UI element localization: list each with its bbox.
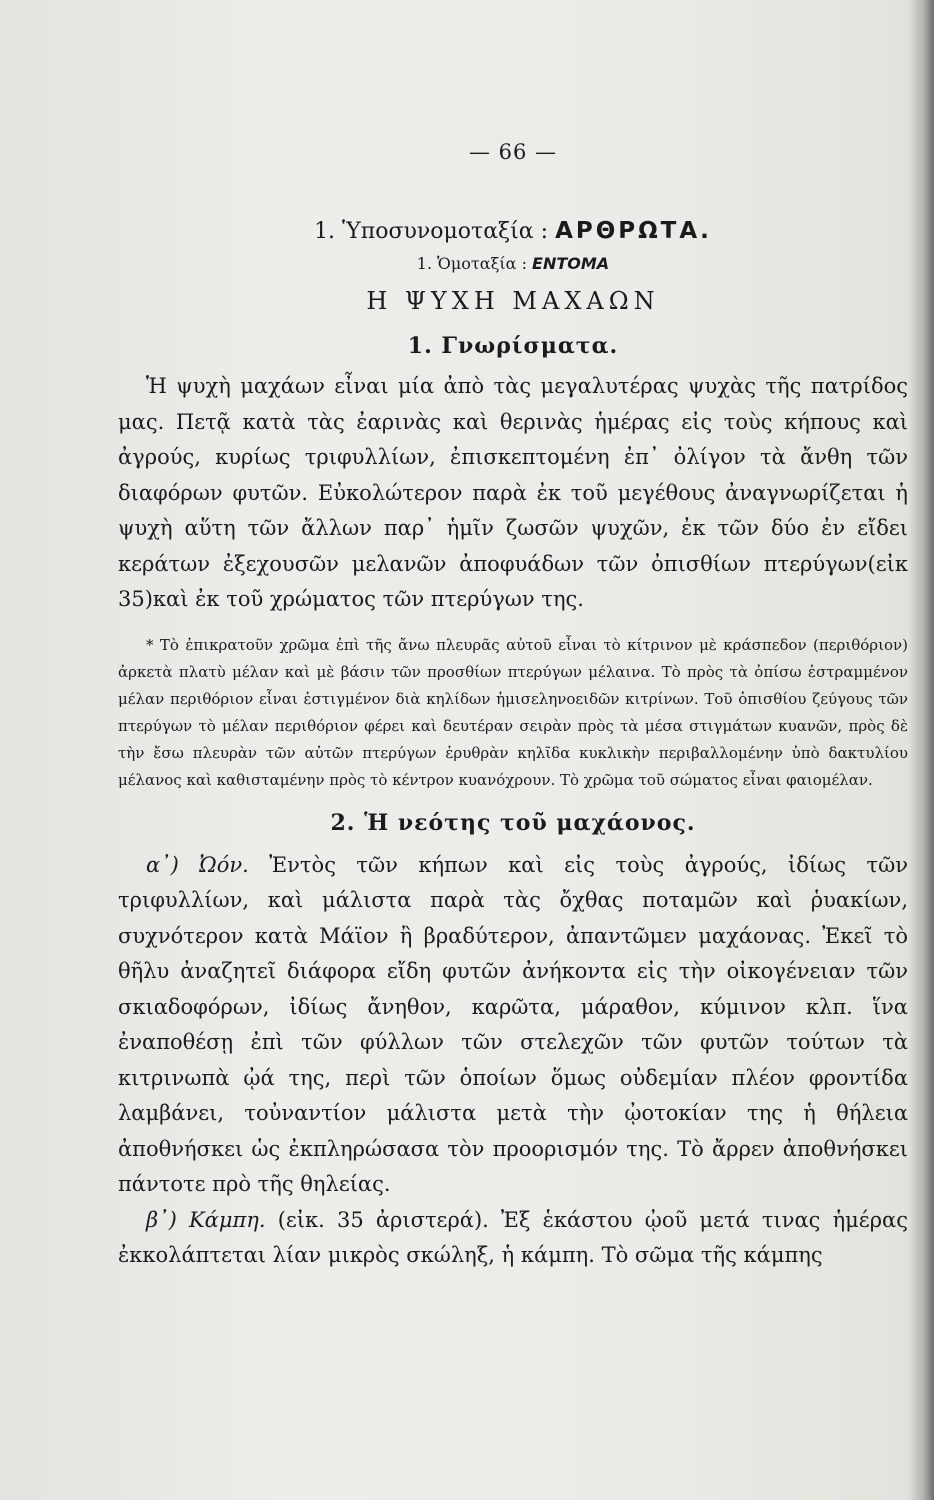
- paragraph-caterpillar: [118, 1203, 908, 1274]
- section-heading-youth: 2. Ἡ νεότης τοῦ μαχάονος.: [330, 809, 696, 836]
- order-prefix: 1. Ὑποσυνομοταξία :: [314, 219, 549, 244]
- caterpillar-label: β᾽) Κάμπη.: [146, 1207, 266, 1232]
- footnote: * Τὸ ἐπικρατοῦν χρῶμα ἐπὶ τῆς ἄνω πλευρᾶς αὐτοῦ εἶναι τὸ κίτρινον μὲ κράσπεδον (περιθόριον) ἀρκετὰ πλατὺ μέλαν καὶ μὲ βάσιν τῶν προσθίων πτερύγων μέλαινα. Τὸ πρὸς τὰ ὀπίσω ἐστραμμένον μέλαν περιθόριον εἶναι ἐστιγμένον διὰ κηλίδων ἡμισεληνοειδῶν κιτρίνων. Τοῦ ὀπισθίου ζεύγους τῶν πτερύγων τὸ μέλαν περιθόριον φέρει καὶ δευτέραν σειρὰν πρὸς τὰ μέσα στιγμάτων κυανῶν, πρὸς δὲ τὴν ἔσω πλευρὰν τῶν αὐτῶν πτερύγων ἐρυθρὰν κηλῖδα κυκλικὴν περιβαλλομένην ὑπὸ δακτυλίου μέλανος καὶ καθισταμένην πρὸς τὸ κέντρον κυανόχρουν. Τὸ χρῶμα τοῦ σώματος εἶναι φαιομέλαν.: [118, 635, 908, 789]
- family-prefix: 1. Ὁμοταξία :: [416, 254, 527, 273]
- section-heading-features: 1. Γνωρίσματα.: [407, 333, 619, 359]
- page-edge-shadow: [908, 0, 934, 1500]
- family-heading: [118, 254, 908, 273]
- egg-label: α᾽) Ὠόν.: [146, 852, 249, 877]
- family-name: ΕΝΤΟΜΑ: [532, 254, 610, 273]
- chapter-title: Η ΨΥΧΗ ΜΑΧΑΩΝ: [366, 287, 660, 315]
- paragraph-egg: [118, 848, 908, 1203]
- order-heading: [118, 218, 908, 244]
- page-number: — 66 —: [468, 140, 558, 164]
- caterpillar-text: (εἰκ. 35 ἀριστερά). Ἐξ ἑκάστου ᾠοῦ μετά τινας ἡμέρας ἐκκολάπτεται λίαν μικρὸς σκώληξ, ἡ κάμπη. Τὸ σῶμα τῆς κάμπης: [118, 1207, 908, 1267]
- paragraph-features: Ἡ ψυχὴ μαχάων εἶναι μία ἀπὸ τὰς μεγαλυτέρας ψυχὰς τῆς πατρίδος μας. Πετᾷ κατὰ τὰς ἐαρινὰς καὶ θερινὰς ἡμέρας εἰς τοὺς κήπους καὶ ἀγρούς, κυρίως τριφυλλίων, ἐπισκεπτομένη ἐπ᾽ ὀλίγον τὰ ἄνθη τῶν διαφόρων φυτῶν. Εὐκολώτερον παρὰ ἐκ τοῦ μεγέθους ἀναγνωρίζεται ἡ ψυχὴ αὕτη τῶν ἄλλων παρ᾽ ἡμῖν ζωσῶν ψυχῶν, ἐκ τῶν δύο ἐν εἴδει κεράτων ἐξεχουσῶν μελανῶν ἀποφυάδων τῶν ὀπισθίων πτερύγων(εἰκ 35)καὶ ἐκ τοῦ χρώματος τῶν πτερύγων της.: [118, 374, 908, 611]
- order-name: ΑΡΘΡΩΤΑ.: [555, 218, 712, 244]
- page-content: [118, 140, 908, 1274]
- egg-text: Ἐντὸς τῶν κήπων καὶ εἰς τοὺς ἀγρούς, ἰδίως τῶν τριφυλλίων, καὶ μάλιστα παρὰ τὰς ὄχθας ποταμῶν καὶ ῥυακίων, συχνότερον κατὰ Μάϊον ἢ βραδύτερον, ἀπαντῶμεν μαχάονας. Ἐκεῖ τὸ θῆλυ ἀναζητεῖ διάφορα εἴδη φυτῶν ἀνήκοντα εἰς τὴν οἰκογένειαν τῶν σκιαδοφόρων, ἰδίως ἄνηθον, καρῶτα, μάραθον, κύμινον κλπ. ἵνα ἐναποθέσῃ ἐπὶ τῶν φύλλων τῶν στελεχῶν τῶν φυτῶν τούτων τὰ κιτρινωπὰ ᾠά της, περὶ τῶν ὁποίων ὅμως οὐδεμίαν πλέον φροντίδα λαμβάνει, τοὐναντίον μάλιστα μετὰ τὴν ᾠοτοκίαν της ἡ θήλεια ἀποθνήσκει ὡς ἐκπληρώσασα τὸν προορισμόν της. Τὸ ἄρρεν ἀποθνήσκει πάντοτε πρὸ τῆς θηλείας.: [118, 852, 908, 1196]
